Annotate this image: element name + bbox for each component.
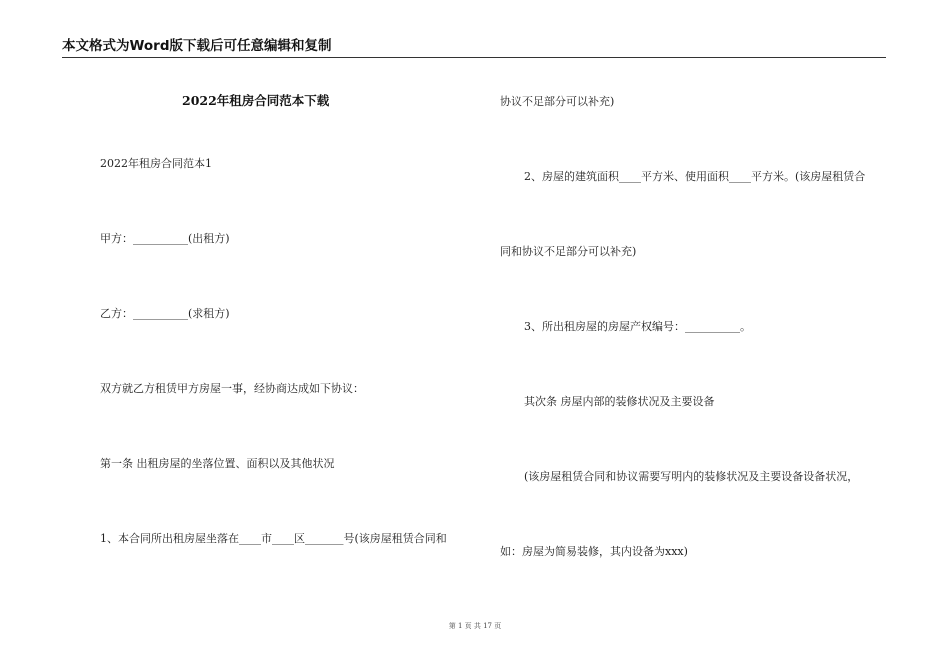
page-number: 第 1 页 共 17 页 <box>448 622 502 630</box>
left-line-6: 1、本合同所出租房屋坐落在____市____区_______号(该房屋租赁合同和 <box>100 532 447 545</box>
right-line-6: (该房屋租赁合同和协议需要写明内的装修状况及主要设备设备状况， <box>524 470 859 483</box>
right-line-4: 3、所出租房屋的房屋产权编号：__________。 <box>524 320 751 333</box>
document-header: 本文格式为Word版下载后可任意编辑和复制 <box>62 34 886 58</box>
left-line-3: 乙方：__________(求租方) <box>100 307 230 320</box>
left-line-5: 第一条 出租房屋的坐落位置、面积以及其他状况 <box>100 457 335 470</box>
right-line-2: 2、房屋的建筑面积____平方米、使用面积____平方米。(该房屋租赁合 <box>524 170 866 183</box>
right-line-1: 协议不足部分可以补充) <box>500 95 615 108</box>
right-line-5: 其次条 房屋内部的装修状况及主要设备 <box>524 395 715 408</box>
left-line-4: 双方就乙方租赁甲方房屋一事，经协商达成如下协议： <box>100 382 364 395</box>
document-title: 2022年租房合同范本下载 <box>182 93 330 108</box>
left-line-1: 2022年租房合同范本1 <box>100 157 212 170</box>
left-line-2: 甲方：__________(出租方) <box>100 232 230 245</box>
right-line-7: 如：房屋为简易装修，其内设备为xxx) <box>500 545 688 558</box>
right-line-3: 同和协议不足部分可以补充) <box>500 245 637 258</box>
